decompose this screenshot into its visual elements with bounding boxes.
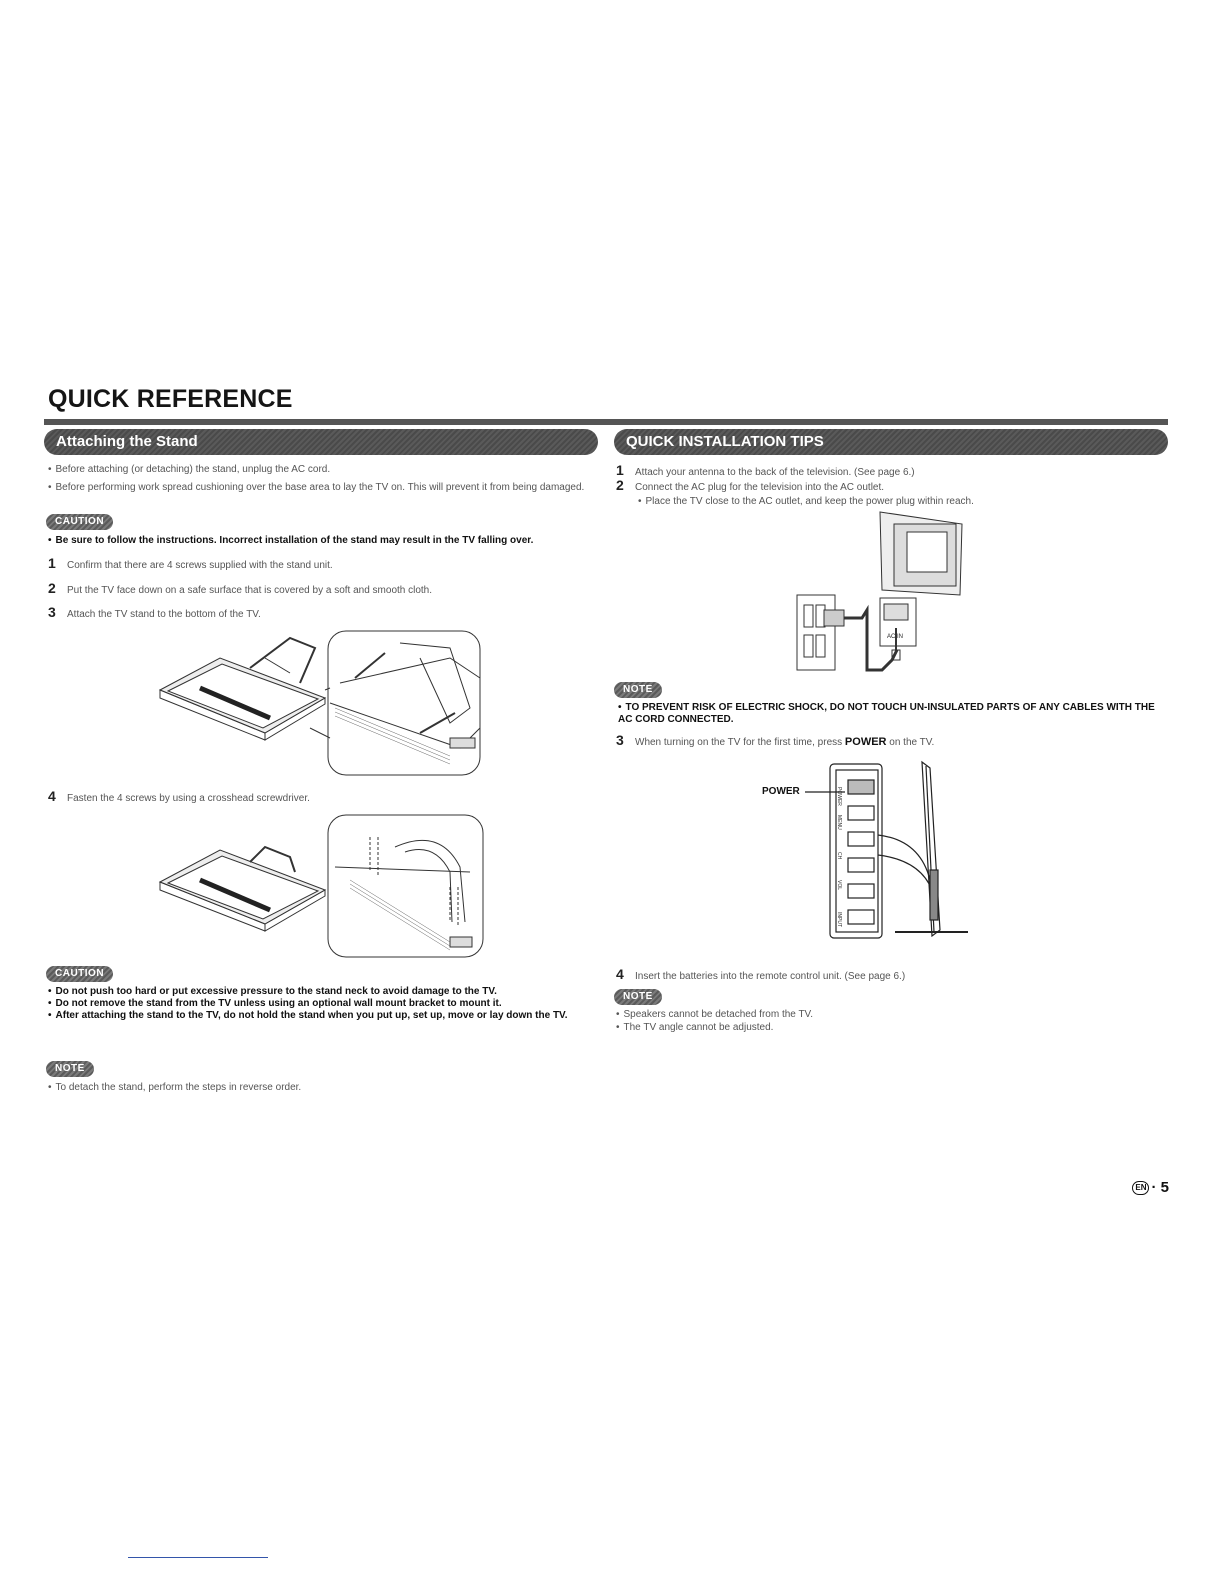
step-number: 4: [616, 966, 624, 982]
panel-label-menu: MENU: [836, 815, 842, 830]
intro-bullet: • Before performing work spread cushioning over the base area to lay the TV on. This will prevent it from being damaged.: [48, 481, 588, 494]
note-badge: NOTE: [46, 1061, 94, 1077]
step-number: 1: [48, 555, 56, 571]
panel-label-ch: CH: [836, 852, 842, 860]
step-number: 2: [48, 580, 56, 596]
en-language-icon: EN: [1132, 1181, 1149, 1195]
panel-label-power: POWER: [836, 787, 842, 806]
step-3: [48, 605, 588, 622]
step-number: 4: [48, 788, 56, 804]
install-step-2: [616, 478, 1166, 495]
step-text: Put the TV face down on a safe surface that is covered by a soft and smooth cloth.: [67, 585, 433, 596]
title-rule: [44, 419, 1168, 425]
screw-illustration: [150, 812, 490, 962]
note-bullet: • Speakers cannot be detached from the TV.: [616, 1008, 1156, 1021]
panel-label-input: INPUT: [836, 912, 842, 927]
step-number: 2: [616, 477, 624, 493]
page-number-text: · 5: [1151, 1179, 1169, 1196]
page-title: QUICK REFERENCE: [48, 385, 293, 413]
step-text: Insert the batteries into the remote control unit. (See page 6.): [635, 971, 906, 982]
note-badge: NOTE: [614, 682, 662, 698]
power-panel-illustration: [800, 760, 980, 945]
section-header-attaching-stand: Attaching the Stand: [44, 429, 598, 455]
caution-bullet: • Do not remove the stand from the TV unless using an optional wall mount bracket to mount it.: [48, 998, 596, 1010]
caution-badge: CAUTION: [46, 966, 113, 982]
note-bullet: • TO PREVENT RISK OF ELECTRIC SHOCK, DO NOT TOUCH UN-INSULATED PARTS OF ANY CABLES WITH THE AC CORD CONNECTED.: [618, 702, 1158, 726]
note-bullet: • The TV angle cannot be adjusted.: [616, 1021, 1156, 1034]
footer-link-line: [128, 1557, 268, 1558]
step-4: [48, 789, 588, 806]
step-number: 3: [616, 732, 624, 748]
caution-bullet: • After attaching the stand to the TV, do not hold the stand when you put up, set up, move or lay down the TV.: [48, 1010, 596, 1022]
note-bullet: • To detach the stand, perform the steps in reverse order.: [48, 1081, 588, 1094]
section-header-quick-installation: QUICK INSTALLATION TIPS: [614, 429, 1168, 455]
note-badge: NOTE: [614, 989, 662, 1005]
panel-label-vol: VOL: [836, 880, 842, 891]
step-text-pre: When turning on the TV for the first time, press: [635, 737, 845, 748]
step-text: Attach the TV stand to the bottom of the TV.: [67, 609, 261, 620]
step-text: Connect the AC plug for the television into the AC outlet.: [635, 482, 885, 493]
install-step-4: [616, 967, 1166, 984]
step-number: 1: [616, 462, 624, 478]
step-number: 3: [48, 604, 56, 620]
caution-bullet: • Be sure to follow the instructions. Incorrect installation of the stand may result in the TV falling over.: [48, 535, 593, 547]
step-text-bold: POWER: [844, 736, 887, 748]
step-text-post: on the TV.: [886, 737, 935, 748]
page-number: [1132, 1179, 1169, 1196]
intro-bullet: • Before attaching (or detaching) the stand, unplug the AC cord.: [48, 463, 588, 476]
ac-plug-illustration: [792, 510, 972, 680]
step-1: [48, 556, 588, 573]
step-2: [48, 581, 588, 598]
step-text: Attach your antenna to the back of the television. (See page 6.): [635, 467, 915, 478]
stand-attach-illustration: [150, 628, 490, 780]
install-sub-bullet: • Place the TV close to the AC outlet, and keep the power plug within reach.: [638, 495, 1168, 508]
step-text: Fasten the 4 screws by using a crosshead screwdriver.: [67, 793, 310, 804]
install-step-3: [616, 733, 1166, 750]
step-text: Confirm that there are 4 screws supplied with the stand unit.: [67, 560, 333, 571]
caution-bullet: • Do not push too hard or put excessive pressure to the stand neck to avoid damage to the TV.: [48, 986, 596, 998]
ac-in-label: AC IN: [887, 634, 904, 640]
caution-badge: CAUTION: [46, 514, 113, 530]
power-callout-label: POWER: [762, 786, 800, 797]
